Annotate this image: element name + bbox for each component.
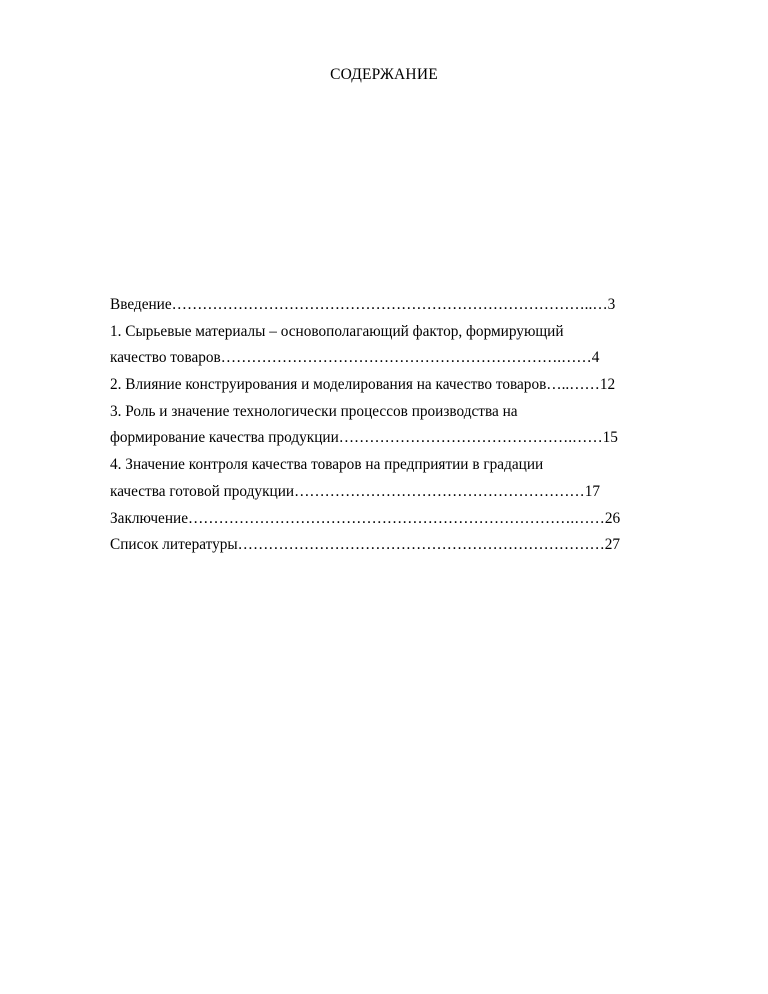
toc-entry-introduction: Введение………………………………………………………………………..…3	[110, 296, 616, 313]
toc-entry-section-2: 2. Влияние конструирования и моделирования на качество товаров…..……12	[110, 376, 616, 394]
toc-entry-conclusion: Заключение………………………………………………………………….……26	[110, 509, 621, 527]
toc-entry-references: Список литературы………………………………………………………………27	[110, 536, 621, 554]
toc-entry-section-3-line-2: формирование качества продукции……………………………………….……15	[110, 429, 618, 447]
table-of-contents	[110, 292, 710, 559]
page-title: СОДЕРЖАНИЕ	[330, 66, 438, 83]
toc-entry-section-1-line-2: качество товаров………………………………………………………….……4	[110, 349, 600, 367]
toc-entry-section-4-line-2: качества готовой продукции…………………………………………………17	[110, 482, 601, 500]
toc-entry-section-1-line-1: 1. Сырьевые материалы – основополагающий фактор, формирующий	[110, 322, 564, 340]
toc-entry-section-3-line-1: 3. Роль и значение технологически процессов производства на	[110, 402, 518, 420]
toc-entry-section-4-line-1: 4. Значение контроля качества товаров на предприятии в градации	[110, 456, 544, 474]
